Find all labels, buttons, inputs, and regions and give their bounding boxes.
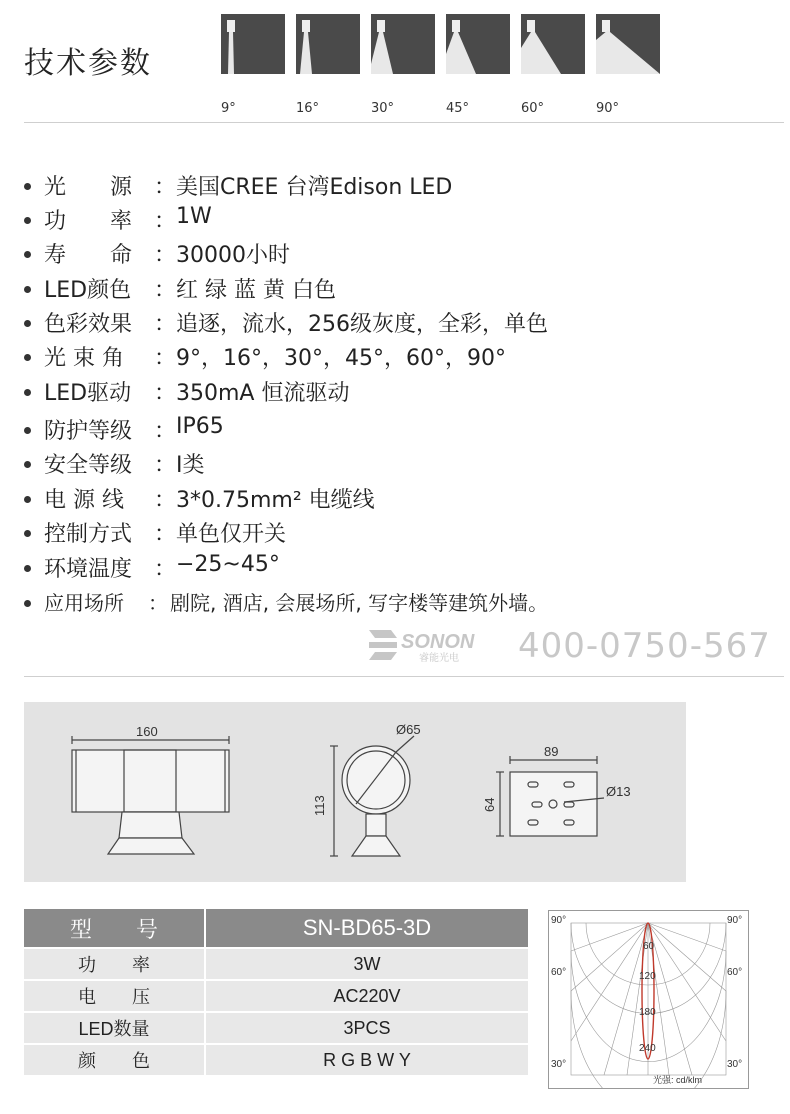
bullet-icon: [24, 530, 31, 537]
table-row: [24, 1045, 528, 1075]
light-distribution-diagram: [548, 910, 749, 1089]
phone-number: 400-0750-567: [518, 626, 771, 666]
table-cell-value: 3W: [206, 949, 528, 979]
dimension-drawings: [24, 702, 686, 882]
side-view-drawing: [330, 736, 414, 856]
base-width-dimension-label: 89: [544, 744, 559, 759]
spec-value: 剧院, 酒店, 会展场所, 写字楼等建筑外墙。: [170, 591, 549, 615]
spec-value: 单色仅开关: [176, 522, 287, 547]
spec-value: 9°，16°，30°，45°，60°，90°: [176, 346, 506, 371]
beam-label: 45°: [446, 101, 470, 116]
base-height-dimension-label: 64: [482, 797, 497, 812]
table-cell-key: 电 压: [24, 981, 206, 1011]
unit-label: 光强: cd/klm: [653, 1075, 703, 1085]
sonon-logo: [367, 626, 497, 664]
radial-label: 180: [639, 1007, 656, 1018]
table-cell-key: 颜 色: [24, 1045, 206, 1075]
spec-label: LED颜色: [44, 278, 132, 303]
spec-label: 控制方式: [44, 522, 133, 547]
spec-value: −25~45°: [176, 552, 280, 577]
spec-value: I类: [176, 453, 205, 478]
spec-value: 追逐，流水，256级灰度，全彩，单色: [176, 312, 548, 337]
hole-dimension-label: Ø13: [606, 784, 631, 799]
table-cell-value: AC220V: [206, 981, 528, 1011]
table-header-row: [24, 909, 528, 947]
bullet-icon: [24, 427, 31, 434]
table-cell-key: LED数量: [24, 1013, 206, 1043]
spec-label: 应用场所: [44, 591, 124, 615]
spec-value: 美国CREE 台湾Edison LED: [176, 175, 453, 200]
spec-label: 安全等级: [44, 453, 133, 478]
bullet-icon: [24, 461, 31, 468]
beam-thumb-45: [446, 14, 510, 74]
spec-value: 3*0.75mm² 电缆线: [176, 488, 375, 513]
diameter-dimension-label: Ø65: [396, 722, 421, 737]
table-header-key: 型 号: [24, 909, 206, 947]
spec-value: 350mA 恒流驱动: [176, 381, 350, 406]
beam-thumb-30: [371, 14, 435, 74]
bullet-icon: [24, 354, 31, 361]
spec-label: 功 率: [44, 209, 133, 234]
angle-label: 60°: [551, 967, 567, 978]
table-header-value: SN-BD65-3D: [206, 909, 528, 947]
beam-label: 90°: [596, 101, 620, 116]
radial-label: 120: [639, 971, 656, 982]
beam-label: 60°: [521, 101, 545, 116]
bullet-icon: [24, 183, 31, 190]
beam-thumb-90: [596, 14, 660, 74]
bullet-icon: [24, 496, 31, 503]
width-dimension-label: 160: [136, 724, 158, 739]
height-dimension-label: 113: [312, 795, 327, 816]
bullet-icon: [24, 286, 31, 293]
beam-thumb-16: [296, 14, 360, 74]
beam-label: 9°: [221, 101, 236, 116]
logo-wordmark: SONON: [401, 631, 475, 653]
divider: [24, 122, 784, 123]
bullet-icon: [24, 600, 31, 607]
bullet-icon: [24, 389, 31, 396]
page-title: 技术参数: [24, 46, 152, 81]
spec-label: 光 束 角: [44, 346, 124, 371]
radial-label: 240: [639, 1043, 656, 1054]
divider: [24, 676, 784, 677]
front-view-drawing: [72, 736, 229, 854]
spec-label: 光 源: [44, 175, 133, 200]
base-plate-drawing: [496, 756, 604, 836]
radial-label: 60: [643, 941, 655, 952]
beam-thumb-60: [521, 14, 585, 74]
table-cell-value: R G B W Y: [206, 1045, 528, 1075]
spec-value: 30000小时: [176, 243, 290, 268]
spec-label: 寿 命: [44, 243, 133, 268]
spec-value: IP65: [176, 414, 224, 439]
table-row: [24, 1013, 528, 1043]
product-table: [24, 907, 528, 1077]
angle-label: 30°: [727, 1059, 743, 1070]
angle-label: 30°: [551, 1059, 567, 1070]
spec-label: LED驱动: [44, 381, 132, 406]
angle-label: 60°: [727, 967, 743, 978]
bullet-icon: [24, 251, 31, 258]
spec-label: 电 源 线: [44, 488, 124, 513]
bullet-icon: [24, 565, 31, 572]
bullet-icon: [24, 217, 31, 224]
beam-label: 30°: [371, 101, 395, 116]
spec-label: 环境温度: [44, 557, 133, 582]
table-cell-key: 功 率: [24, 949, 206, 979]
beam-label: 16°: [296, 101, 320, 116]
table-row: [24, 949, 528, 979]
spec-value: 1W: [176, 204, 212, 229]
table-cell-value: 3PCS: [206, 1013, 528, 1043]
beam-thumb-9: [221, 14, 285, 74]
angle-label: 90°: [727, 915, 743, 926]
spec-label: 防护等级: [44, 419, 133, 444]
angle-label: 90°: [551, 915, 567, 926]
logo-subtitle: 睿能光电: [419, 653, 459, 664]
bullet-icon: [24, 320, 31, 327]
spec-value: 红 绿 蓝 黄 白色: [176, 278, 336, 303]
table-row: [24, 981, 528, 1011]
spec-label: 色彩效果: [44, 312, 133, 337]
